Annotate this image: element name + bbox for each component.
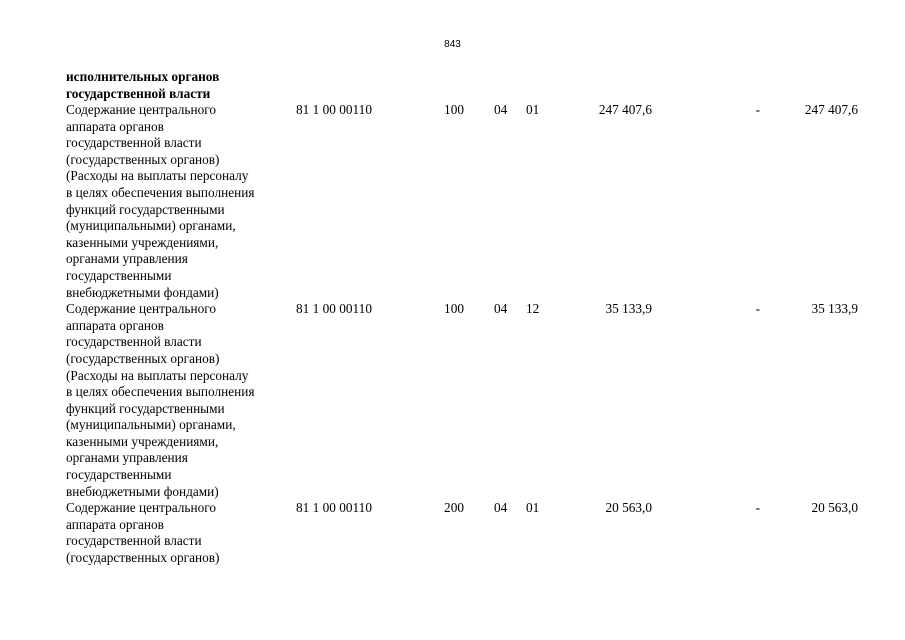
change-value: - [755,500,760,516]
amount-value: 247 407,6 [598,102,652,117]
heading-line: исполнительных органов [66,69,220,84]
subsection-code: 12 [526,301,540,317]
expense-type-code: 100 [444,102,464,117]
expense-name-line: казенными учреждениями, [66,234,219,250]
expense-name-line: функций государственными [66,201,225,217]
amount-value: 35 133,9 [605,301,652,317]
section-code: 04 [494,500,508,516]
expense-name-line: внебюджетными фондами) [66,483,219,499]
section-code: 04 [494,102,508,117]
expense-name-line: государственными [66,267,172,283]
expense-type-code: 200 [444,500,464,516]
subsection-code: 01 [526,102,540,117]
target-article-code: 81 1 00 00110 [296,301,372,317]
expense-name-line: (Расходы на выплаты персоналу [66,168,249,184]
expense-name-line: (муниципальными) органами, [66,417,236,433]
section-code: 04 [494,301,508,317]
expense-name [66,301,296,500]
expense-name-line: функций государственными [66,400,225,416]
expense-name-line: аппарата органов [66,118,164,134]
total-value: 247 407,6 [804,102,858,117]
expense-name-line: внебюджетными фондами) [66,284,219,300]
table-row [0,301,905,500]
expense-name-line: государственными [66,467,172,483]
expense-type-code: 100 [444,301,464,317]
expense-name-line: органами управления [66,450,188,466]
expense-name-line: Содержание центрального [66,301,217,317]
expense-name-line: аппарата органов [66,317,164,333]
expense-name-line: казенными учреждениями, [66,433,219,449]
total-value: 20 563,0 [811,500,858,516]
total-value: 35 133,9 [811,301,858,317]
expense-name-line: (государственных органов) [66,151,220,167]
target-article-code: 81 1 00 00110 [296,102,372,117]
heading-line: государственной власти [66,85,211,101]
expense-name-line: (Расходы на выплаты персоналу [66,367,249,383]
target-article-code: 81 1 00 00110 [296,500,372,516]
expense-name-line: (муниципальными) органами, [66,218,236,234]
page-number: 843 [444,39,461,50]
expense-name-line: государственной власти [66,135,202,151]
budget-table [0,102,905,567]
expense-name [66,500,296,566]
expense-name-line: в целях обеспечения выполнения [66,384,255,400]
change-value: - [755,102,760,117]
expense-name-line: аппарата органов [66,516,164,532]
table-row [0,500,905,566]
table-row [0,102,905,301]
expense-name-line: государственной власти [66,334,202,350]
expense-name [66,102,296,301]
amount-value: 20 563,0 [605,500,652,516]
subsection-code: 01 [526,500,540,516]
expense-name-line: органами управления [66,251,188,267]
expense-name-line: государственной власти [66,533,202,549]
expense-name-line: Содержание центрального [66,102,217,117]
change-value: - [755,301,760,317]
expense-name-line: в целях обеспечения выполнения [66,184,255,200]
expense-name-line: Содержание центрального [66,500,217,516]
expense-name-line: (государственных органов) [66,550,220,566]
continued-section-heading [66,69,296,102]
expense-name-line: (государственных органов) [66,350,220,366]
